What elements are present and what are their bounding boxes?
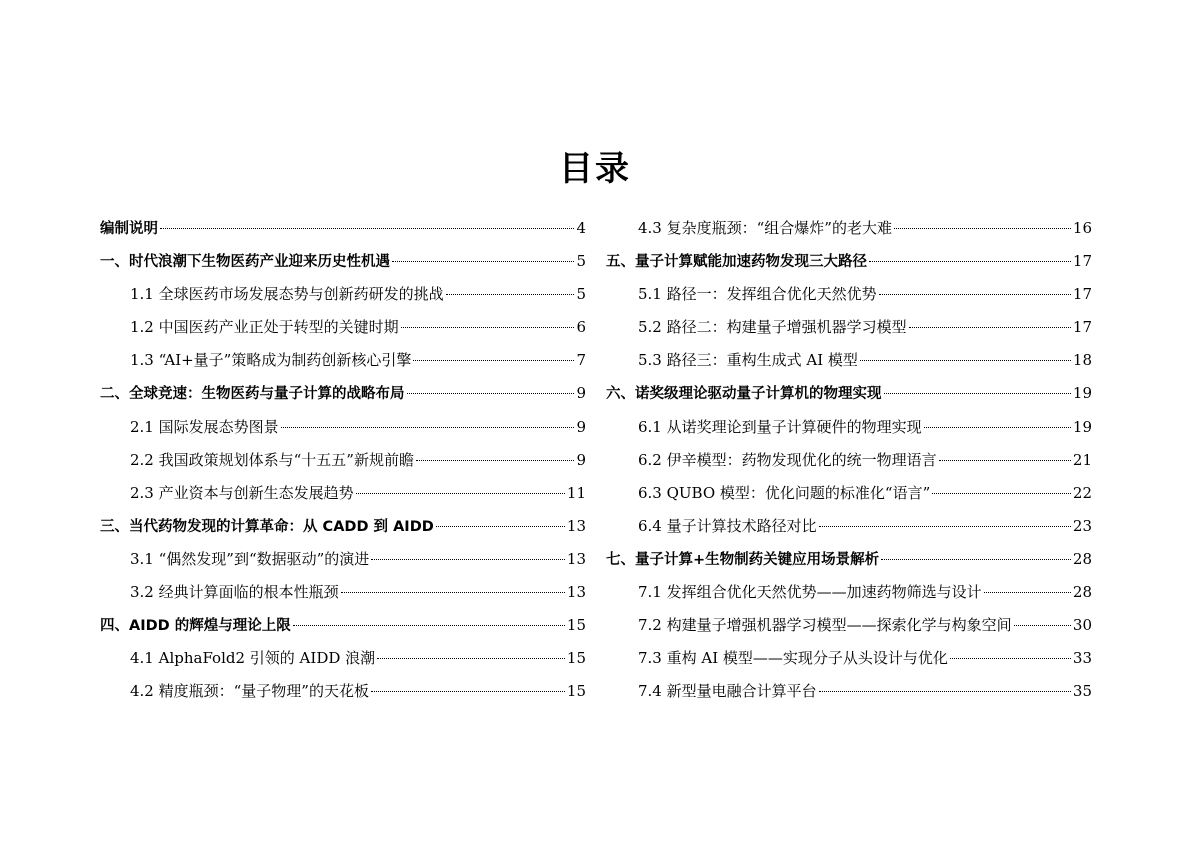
toc-entry-label: 六、诺奖级理论驱动量子计算机的物理实现 [606,386,882,403]
toc-entry-label: 1.1 全球医药市场发展态势与创新药研发的挑战 [130,285,444,304]
toc-chapter-entry[interactable] [100,247,586,280]
dot-leader [924,427,1071,428]
toc-chapter-entry[interactable] [100,512,586,545]
dot-leader [881,559,1071,560]
toc-page-number: 7 [576,351,586,370]
toc-section-entry[interactable] [606,280,1092,313]
toc-entry-label: 一、时代浪潮下生物医药产业迎来历史性机遇 [100,254,390,271]
toc-entry-label: 5.1 路径一：发挥组合优化天然优势 [638,285,877,304]
toc-entry-label: 三、当代药物发现的计算革命：从 CADD 到 AIDD [100,518,434,535]
toc-entry-label: 7.3 重构 AI 模型——实现分子从头设计与优化 [638,649,948,668]
toc-entry-label: 4.3 复杂度瓶颈：“组合爆炸”的老大难 [638,219,892,237]
toc-section-entry[interactable] [606,512,1092,545]
toc-page-number: 21 [1072,450,1092,469]
dot-leader [436,526,565,527]
toc-chapter-entry[interactable] [100,214,586,247]
dot-leader [884,393,1071,394]
toc-chapter-entry[interactable] [606,379,1092,412]
toc-page-number: 28 [1072,549,1092,568]
dot-leader [377,658,565,659]
toc-page-number: 18 [1072,351,1092,370]
dot-leader [909,327,1071,328]
toc-page-number: 15 [566,682,586,701]
toc-page-number: 19 [1072,417,1092,436]
dot-leader [932,493,1071,494]
dot-leader [939,460,1071,461]
dot-leader [356,493,565,494]
toc-page-number: 6 [576,318,586,337]
dot-leader [1014,625,1071,626]
toc-entry-label: 5.2 路径二：构建量子增强机器学习模型 [638,318,907,337]
toc-page-number: 35 [1072,682,1092,701]
toc-page-number: 28 [1072,583,1092,602]
toc-section-entry[interactable] [606,413,1092,446]
toc-section-entry[interactable] [606,346,1092,379]
toc-page-number: 33 [1072,649,1092,668]
toc-entry-label: 3.2 经典计算面临的根本性瓶颈 [130,583,339,602]
toc-entry-label: 编制说明 [100,221,158,237]
toc-entry-label: 七、量子计算+生物制药关键应用场景解析 [606,551,880,568]
toc-section-entry[interactable] [100,677,586,710]
toc-page-number: 13 [566,583,586,602]
dot-leader [869,261,1071,262]
toc-section-entry[interactable] [606,677,1092,710]
toc-entry-label: 6.2 伊辛模型：药物发现优化的统一物理语言 [638,450,937,469]
toc-section-entry[interactable] [606,611,1092,644]
toc-page-number: 9 [576,417,586,436]
dot-leader [950,658,1071,659]
toc-chapter-entry[interactable] [100,379,586,412]
toc-section-entry[interactable] [100,446,586,479]
toc-section-entry[interactable] [100,280,586,313]
dot-leader [819,691,1071,692]
toc-section-entry[interactable] [606,313,1092,346]
dot-leader [392,261,574,262]
toc-page-number: 19 [1072,384,1092,403]
toc-page-number: 16 [1072,219,1092,237]
dot-leader [984,592,1071,593]
toc-page-number: 15 [566,649,586,668]
toc-entry-label: 7.1 发挥组合优化天然优势——加速药物筛选与设计 [638,583,982,602]
dot-leader [160,228,574,229]
toc-entry-label: 五、量子计算赋能加速药物发现三大路径 [606,254,867,271]
toc-entry-label: 4.1 AlphaFold2 引领的 AIDD 浪潮 [130,649,376,668]
toc-page-number: 30 [1072,616,1092,635]
dot-leader [341,592,565,593]
toc-page-number: 17 [1072,285,1092,304]
toc-entry-label: 2.3 产业资本与创新生态发展趋势 [130,483,354,502]
toc-section-entry[interactable] [100,346,586,379]
toc-page-number: 13 [566,516,586,535]
toc-section-entry[interactable] [606,479,1092,512]
toc-page-number: 22 [1072,483,1092,502]
dot-leader [819,526,1071,527]
toc-page-number: 17 [1072,318,1092,337]
toc-entry-label: 4.2 精度瓶颈：“量子物理”的天花板 [130,682,369,701]
toc-entry-label: 6.3 QUBO 模型：优化问题的标准化“语言” [638,483,931,502]
toc-entry-label: 1.3 “AI+量子”策略成为制药创新核心引擎 [130,351,412,370]
toc-section-entry[interactable] [100,578,586,611]
dot-leader [894,228,1071,229]
dot-leader [281,427,575,428]
toc-page-number: 4 [576,219,586,237]
toc-entry-label: 二、全球竞速：生物医药与量子计算的战略布局 [100,386,405,403]
toc-right-column [606,214,1092,710]
toc-page-number: 5 [576,252,586,271]
dot-leader [371,559,565,560]
dot-leader [446,294,575,295]
toc-entry-label: 四、AIDD 的辉煌与理论上限 [100,618,291,635]
toc-chapter-entry[interactable] [606,247,1092,280]
toc-entry-label: 7.4 新型量电融合计算平台 [638,682,817,701]
toc-chapter-entry[interactable] [100,611,586,644]
dot-leader [879,294,1071,295]
toc-entry-label: 5.3 路径三：重构生成式 AI 模型 [638,351,858,370]
toc-page-number: 5 [576,285,586,304]
toc-page-number: 11 [566,483,586,502]
toc-page-number: 9 [576,450,586,469]
toc-left-column [100,214,586,710]
toc-section-entry[interactable] [606,644,1092,677]
toc-entry-label: 6.1 从诺奖理论到量子计算硬件的物理实现 [638,417,922,436]
page-title: 目录 [559,149,631,189]
toc-section-entry[interactable] [606,446,1092,479]
toc-page-number: 23 [1072,516,1092,535]
toc-section-entry[interactable] [100,644,586,677]
toc-entry-label: 2.2 我国政策规划体系与“十五五”新规前瞻 [130,450,414,469]
toc-entry-label: 3.1 “偶然发现”到“数据驱动”的演进 [130,549,370,568]
dot-leader [860,360,1071,361]
dot-leader [371,691,565,692]
toc-page-number: 17 [1072,252,1092,271]
dot-leader [293,625,565,626]
toc-section-entry[interactable] [100,479,586,512]
dot-leader [416,460,574,461]
toc-section-entry[interactable] [100,313,586,346]
toc-entry-label: 2.1 国际发展态势图景 [130,417,279,436]
toc-section-entry[interactable] [100,413,586,446]
toc-entry-label: 7.2 构建量子增强机器学习模型——探索化学与构象空间 [638,616,1012,635]
dot-leader [407,393,575,394]
toc-entry-label: 6.4 量子计算技术路径对比 [638,516,817,535]
toc-section-entry[interactable] [606,578,1092,611]
toc-chapter-entry[interactable] [606,545,1092,578]
dot-leader [413,360,574,361]
toc-section-entry[interactable] [606,214,1092,247]
toc-section-entry[interactable] [100,545,586,578]
toc-entry-label: 1.2 中国医药产业正处于转型的关键时期 [130,318,399,337]
toc-page-number: 13 [566,549,586,568]
toc-page-number: 9 [576,384,586,403]
dot-leader [401,327,575,328]
toc-page-number: 15 [566,616,586,635]
